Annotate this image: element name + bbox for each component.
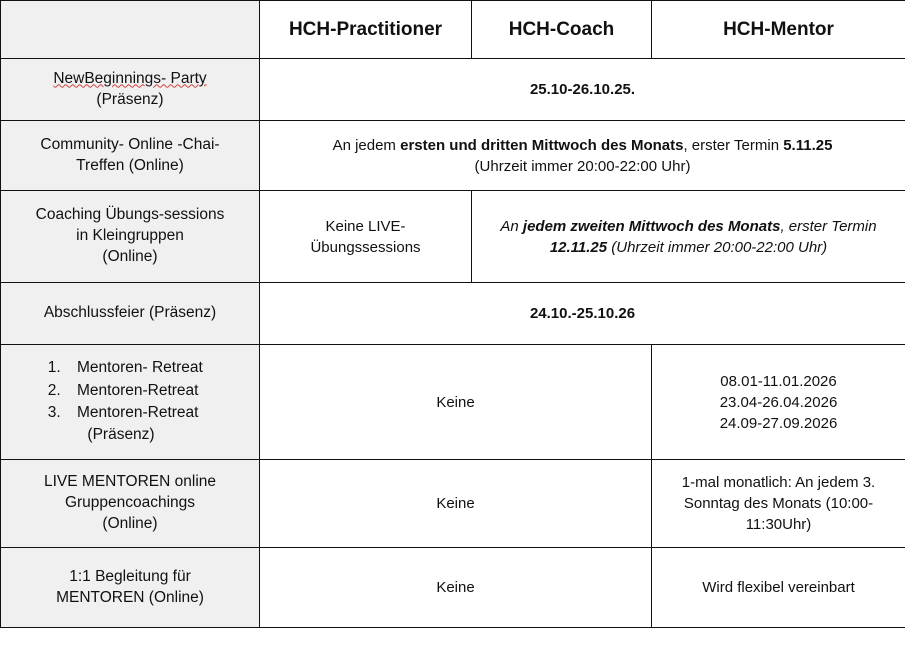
cell-line: 23.04-26.04.2026 (719, 393, 838, 411)
cell-text-mid: , erster Termin (683, 136, 784, 154)
cell-text-pre: An jedem (332, 136, 401, 154)
row-label-live-mentoren-gruppencoachings (1, 460, 260, 548)
table-row (1, 59, 905, 121)
cell-practitioner-no-live-sessions (260, 191, 472, 283)
row-label-abschlussfeier: Abschlussfeier (Präsenz) (1, 283, 260, 345)
retreat-list (9, 357, 251, 424)
row-label-line: Gruppencoachings (64, 494, 196, 512)
cell-line: Übungssessions (310, 238, 421, 256)
row-label-line (9, 69, 251, 90)
header-row (1, 1, 905, 59)
row-label-line: (Präsenz) (96, 90, 164, 108)
cell-text-bold: 12.11.25 (549, 238, 608, 256)
table-body (1, 59, 905, 628)
row-label-einzelbegleitung-mentoren (1, 548, 260, 628)
cell-coach-mentor-uebungssessions (472, 191, 905, 283)
cell-line: 11:30Uhr) (745, 516, 812, 533)
cell-community-chai-info (260, 121, 905, 191)
row-label-line: 1:1 Begleitung für (69, 567, 191, 585)
row-label-line: LIVE MENTOREN online (44, 473, 216, 491)
list-item: 2. Mentoren-Retreat (65, 380, 251, 402)
cell-text-post: (Uhrzeit immer 20:00-22:00 Uhr) (607, 238, 828, 256)
cell-line: Keine LIVE- (325, 217, 406, 235)
header-corner-empty (1, 1, 260, 59)
cell-retreat-mentor-dates (652, 345, 905, 460)
cell-line: 1-mal monatlich: An jedem 3. (681, 474, 876, 491)
cell-retreat-prac-coach-keine: Keine (260, 345, 652, 460)
list-item: 1. Mentoren- Retreat (65, 357, 251, 379)
row-label-line: (Online) (102, 247, 158, 265)
cell-gruppencoachings-mentor-info (652, 460, 905, 548)
cell-line: Sonntag des Monats (10:00- (683, 495, 874, 512)
table-row (1, 121, 905, 191)
cell-newbeginnings-date (260, 59, 905, 121)
row-label-line: Community- Online -Chai- (40, 135, 220, 153)
row-label-line: (Online) (102, 514, 158, 532)
row-label-line: in Kleingruppen (76, 227, 184, 245)
row-label-line: MENTOREN (Online) (56, 588, 204, 606)
cell-value: 25.10-26.10.25. (529, 81, 636, 98)
table-row (1, 345, 905, 460)
cell-line (268, 135, 897, 156)
table-row (1, 460, 905, 548)
row-label-line: (Präsenz) (87, 426, 155, 444)
cell-text-mid: , erster Termin (780, 217, 877, 235)
row-label-coaching-uebungssessions (1, 191, 260, 283)
cell-text-pre: An (500, 217, 523, 235)
cell-text-bold: ersten und dritten Mittwoch des Monats (400, 136, 684, 154)
cell-begleitung-mentor-info: Wird flexibel vereinbart (652, 548, 905, 628)
table-row (1, 191, 905, 283)
table-header (1, 1, 905, 59)
row-label-newbeginnings-party (1, 59, 260, 121)
table-row (1, 283, 905, 345)
row-label-line: Coaching Übungs-sessions (35, 206, 225, 224)
cell-begleitung-prac-coach-keine: Keine (260, 548, 652, 628)
cell-value: 24.10.-25.10.26 (529, 305, 636, 322)
header-practitioner: HCH-Practitioner (260, 1, 472, 59)
row-label-community-chai (1, 121, 260, 191)
table-row (1, 548, 905, 628)
cell-abschlussfeier-date (260, 283, 905, 345)
cell-line: (Uhrzeit immer 20:00-22:00 Uhr) (474, 157, 691, 175)
cell-line: 08.01-11.01.2026 (720, 372, 837, 390)
cell-text-bold: 5.11.25 (783, 136, 833, 154)
row-label-line: Treffen (Online) (76, 156, 184, 174)
cell-text-bold: jedem zweiten Mittwoch des Monats (522, 217, 781, 235)
list-item: 3. Mentoren-Retreat (65, 402, 251, 424)
header-coach: HCH-Coach (472, 1, 652, 59)
row-label-mentoren-retreats (1, 345, 260, 460)
row-label-text: NewBeginnings- Party (53, 69, 207, 87)
header-mentor: HCH-Mentor (652, 1, 905, 59)
cell-line: 24.09-27.09.2026 (719, 414, 838, 432)
cell-gruppencoachings-prac-coach-keine: Keine (260, 460, 652, 548)
